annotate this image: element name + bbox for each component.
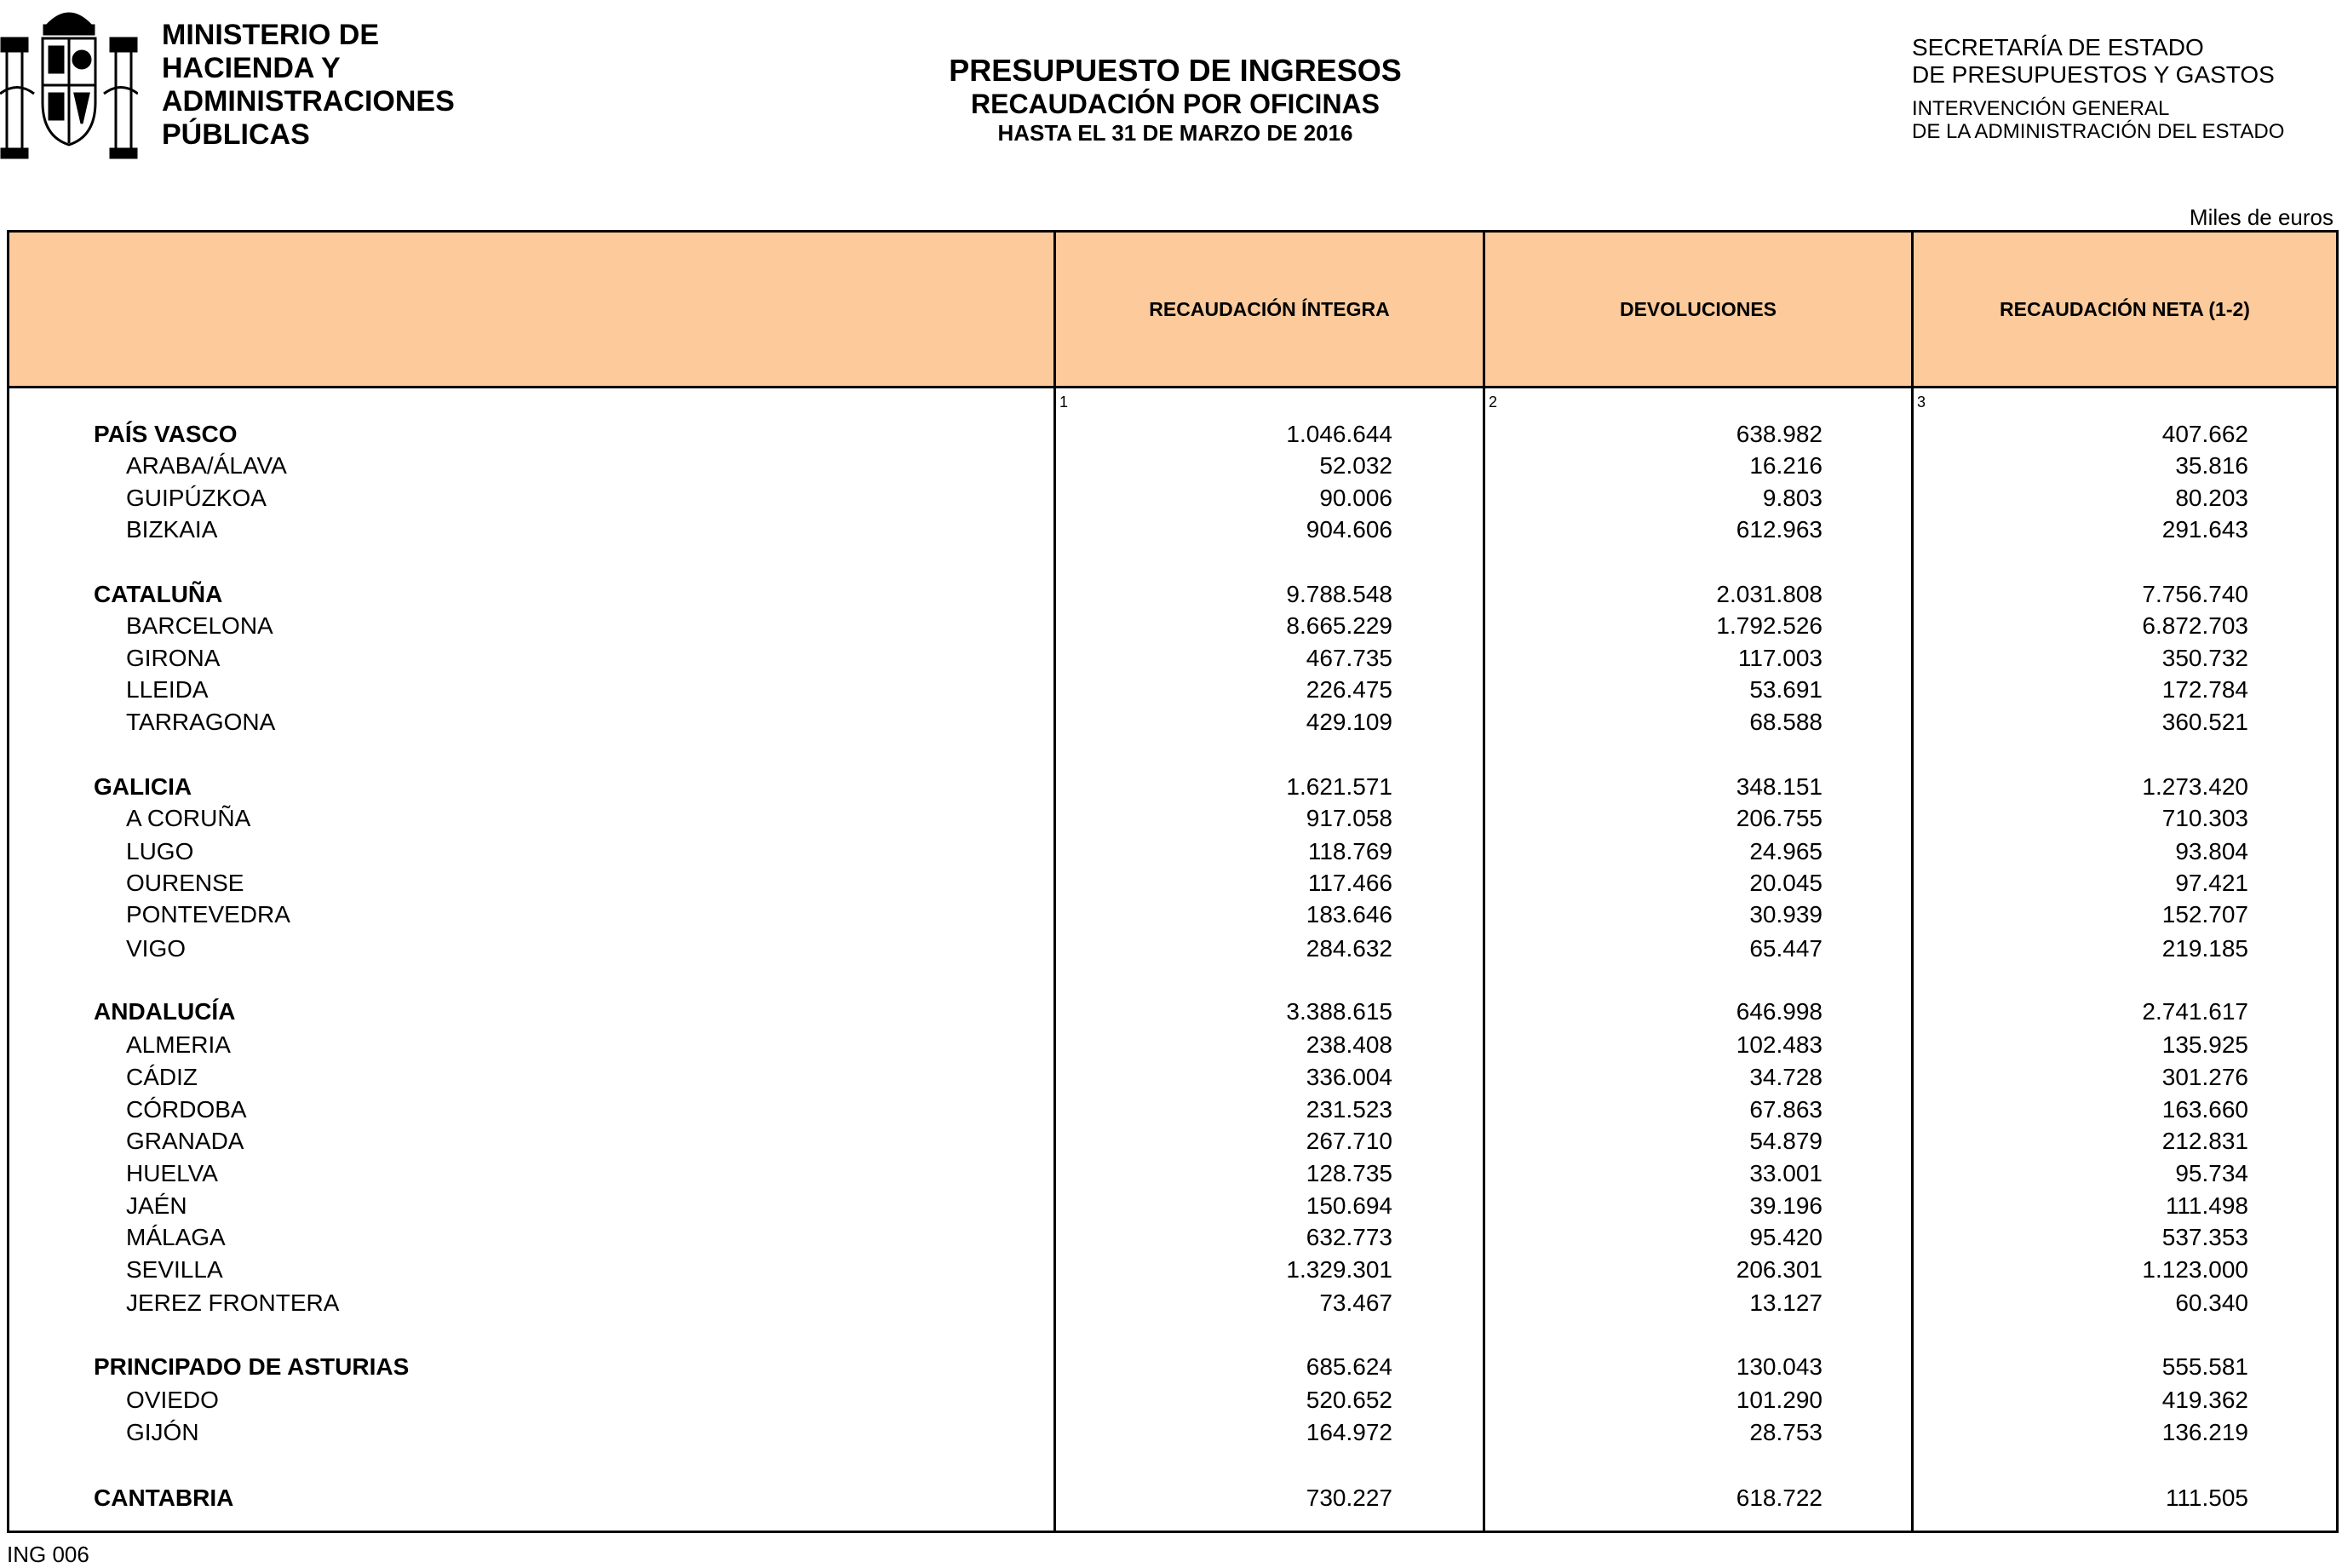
gross-value: 238.408 — [1306, 1031, 1392, 1058]
gross-value: 267.710 — [1306, 1128, 1392, 1154]
refunds-value: 117.003 — [1737, 645, 1823, 671]
net-value: 350.732 — [2161, 645, 2248, 671]
gross-value: 226.475 — [1306, 676, 1392, 703]
region-label: CATALUÑA — [94, 581, 223, 607]
net-value: 1.123.000 — [2142, 1256, 2248, 1283]
office-label: ARABA/ÁLAVA — [126, 452, 287, 479]
net-value: 555.581 — [2161, 1353, 2248, 1380]
page-subtitle: RECAUDACIÓN POR OFICINAS — [970, 89, 1380, 119]
refunds-value: 646.998 — [1736, 998, 1823, 1025]
refunds-value: 638.982 — [1736, 421, 1823, 447]
gross-value: 117.466 — [1307, 870, 1392, 896]
gross-value: 520.652 — [1306, 1387, 1392, 1413]
net-value: 172.784 — [2161, 676, 2248, 703]
net-value: 291.643 — [2161, 516, 2248, 543]
gross-value: 9.788.548 — [1286, 581, 1392, 607]
net-value: 301.276 — [2161, 1064, 2248, 1090]
refunds-value: 30.939 — [1749, 901, 1823, 928]
document-code: ING 006 — [7, 1542, 89, 1567]
net-value: 2.741.617 — [2142, 998, 2248, 1025]
ministry-name-line-2: HACIENDA Y — [162, 52, 341, 84]
net-value: 135.925 — [2161, 1031, 2248, 1058]
net-value: 360.521 — [2161, 709, 2248, 735]
office-label: OVIEDO — [126, 1387, 219, 1413]
office-label: HUELVA — [126, 1160, 218, 1186]
refunds-value: 13.127 — [1749, 1289, 1823, 1316]
gross-value: 231.523 — [1306, 1096, 1392, 1123]
office-label: GRANADA — [126, 1128, 244, 1154]
refunds-value: 34.728 — [1749, 1064, 1823, 1090]
office-label: VIGO — [126, 935, 187, 962]
net-value: 35.816 — [2175, 452, 2248, 479]
office-label: PONTEVEDRA — [126, 901, 290, 928]
coat-of-arms-logo — [0, 0, 138, 162]
region-label: CANTABRIA — [94, 1485, 234, 1511]
column-number: 1 — [1059, 393, 1069, 411]
refunds-value: 54.879 — [1749, 1128, 1823, 1154]
refunds-value: 9.803 — [1762, 485, 1823, 511]
office-label: CÁDIZ — [126, 1064, 198, 1090]
refunds-value: 16.216 — [1749, 452, 1823, 479]
region-label: PAÍS VASCO — [94, 421, 238, 447]
gross-value: 1.621.571 — [1286, 773, 1392, 800]
net-value: 419.362 — [2161, 1387, 2248, 1413]
gross-value: 90.006 — [1319, 485, 1392, 511]
net-value: 80.203 — [2175, 485, 2248, 511]
region-label: PRINCIPADO DE ASTURIAS — [94, 1353, 410, 1380]
gross-value: 904.606 — [1306, 516, 1392, 543]
refunds-value: 1.792.526 — [1716, 612, 1823, 639]
secretariat-line-1: SECRETARÍA DE ESTADO — [1912, 34, 2204, 60]
net-value: 93.804 — [2175, 838, 2248, 864]
refunds-value: 67.863 — [1749, 1096, 1823, 1123]
gross-value: 685.624 — [1306, 1353, 1392, 1380]
ministry-name-line-4: PÚBLICAS — [162, 118, 310, 151]
units-label: Miles de euros — [2189, 204, 2333, 230]
gross-value: 730.227 — [1306, 1485, 1392, 1511]
column-divider — [1911, 230, 1914, 1533]
column-header-net: RECAUDACIÓN NETA (1-2) — [2000, 298, 2250, 320]
ministry-name-line-3: ADMINISTRACIONES — [162, 85, 455, 118]
column-header-refunds: DEVOLUCIONES — [1619, 298, 1777, 320]
net-value: 537.353 — [2161, 1224, 2248, 1250]
office-label: JEREZ FRONTERA — [126, 1289, 340, 1316]
office-label: CÓRDOBA — [126, 1096, 247, 1123]
office-label: GUIPÚZKOA — [126, 485, 267, 511]
region-label: ANDALUCÍA — [94, 998, 236, 1025]
refunds-value: 102.483 — [1736, 1031, 1823, 1058]
gross-value: 336.004 — [1306, 1064, 1392, 1090]
net-value: 97.421 — [2175, 870, 2248, 896]
gross-value: 150.694 — [1306, 1192, 1392, 1219]
region-label: GALICIA — [94, 773, 192, 800]
refunds-value: 618.722 — [1736, 1485, 1823, 1511]
net-value: 212.831 — [2161, 1128, 2248, 1154]
refunds-value: 95.420 — [1749, 1224, 1823, 1250]
office-label: MÁLAGA — [126, 1224, 226, 1250]
net-value: 6.872.703 — [2142, 612, 2248, 639]
refunds-value: 2.031.808 — [1716, 581, 1823, 607]
column-number: 3 — [1917, 393, 1926, 411]
gross-value: 1.046.644 — [1286, 421, 1392, 447]
net-value: 1.273.420 — [2142, 773, 2248, 800]
gross-value: 284.632 — [1306, 935, 1392, 962]
refunds-value: 65.447 — [1749, 935, 1823, 962]
gross-value: 52.032 — [1319, 452, 1392, 479]
gross-value: 164.972 — [1306, 1419, 1392, 1445]
net-value: 60.340 — [2175, 1289, 2248, 1316]
office-label: GIJÓN — [126, 1419, 199, 1445]
column-divider — [1483, 230, 1485, 1533]
office-label: LLEIDA — [126, 676, 209, 703]
net-value: 710.303 — [2161, 805, 2248, 831]
refunds-value: 206.755 — [1736, 805, 1823, 831]
office-label: JAÉN — [126, 1192, 187, 1219]
net-value: 111.505 — [2165, 1485, 2248, 1511]
refunds-value: 33.001 — [1749, 1160, 1823, 1186]
net-value: 163.660 — [2161, 1096, 2248, 1123]
refunds-value: 101.290 — [1736, 1387, 1823, 1413]
gross-value: 183.646 — [1306, 901, 1392, 928]
net-value: 95.734 — [2175, 1160, 2248, 1186]
refunds-value: 206.301 — [1736, 1256, 1823, 1283]
refunds-value: 348.151 — [1736, 773, 1823, 800]
intervention-line-2: DE LA ADMINISTRACIÓN DEL ESTADO — [1912, 120, 2285, 143]
office-label: ALMERIA — [126, 1031, 231, 1058]
office-label: OURENSE — [126, 870, 244, 896]
office-label: TARRAGONA — [126, 709, 276, 735]
net-value: 7.756.740 — [2142, 581, 2248, 607]
office-label: LUGO — [126, 838, 194, 864]
gross-value: 917.058 — [1306, 805, 1392, 831]
net-value: 152.707 — [2161, 901, 2248, 928]
net-value: 111.498 — [2165, 1192, 2248, 1219]
refunds-value: 53.691 — [1749, 676, 1823, 703]
gross-value: 8.665.229 — [1286, 612, 1392, 639]
refunds-value: 612.963 — [1736, 516, 1823, 543]
refunds-value: 20.045 — [1749, 870, 1823, 896]
office-label: BIZKAIA — [126, 516, 218, 543]
column-number: 2 — [1489, 393, 1498, 411]
office-label: SEVILLA — [126, 1256, 223, 1283]
refunds-value: 28.753 — [1749, 1419, 1823, 1445]
gross-value: 467.735 — [1306, 645, 1392, 671]
net-value: 407.662 — [2161, 421, 2248, 447]
net-value: 219.185 — [2161, 935, 2248, 962]
ministry-name-line-1: MINISTERIO DE — [162, 19, 380, 51]
column-header-gross: RECAUDACIÓN ÍNTEGRA — [1149, 298, 1390, 320]
secretariat-line-2: DE PRESUPUESTOS Y GASTOS — [1912, 61, 2275, 88]
gross-value: 3.388.615 — [1286, 998, 1392, 1025]
gross-value: 429.109 — [1306, 709, 1392, 735]
gross-value: 73.467 — [1319, 1289, 1392, 1316]
date-line: HASTA EL 31 DE MARZO DE 2016 — [997, 120, 1353, 146]
page-title: PRESUPUESTO DE INGRESOS — [949, 53, 1402, 88]
refunds-value: 24.965 — [1749, 838, 1823, 864]
office-label: A CORUÑA — [126, 805, 251, 831]
net-value: 136.219 — [2161, 1419, 2248, 1445]
gross-value: 128.735 — [1306, 1160, 1392, 1186]
column-divider — [1053, 230, 1056, 1533]
gross-value: 632.773 — [1306, 1224, 1392, 1250]
office-label: GIRONA — [126, 645, 221, 671]
office-label: BARCELONA — [126, 612, 273, 639]
intervention-line-1: INTERVENCIÓN GENERAL — [1912, 97, 2170, 120]
gross-value: 118.769 — [1307, 838, 1392, 864]
refunds-value: 39.196 — [1749, 1192, 1823, 1219]
gross-value: 1.329.301 — [1286, 1256, 1392, 1283]
refunds-value: 130.043 — [1736, 1353, 1823, 1380]
refunds-value: 68.588 — [1749, 709, 1823, 735]
